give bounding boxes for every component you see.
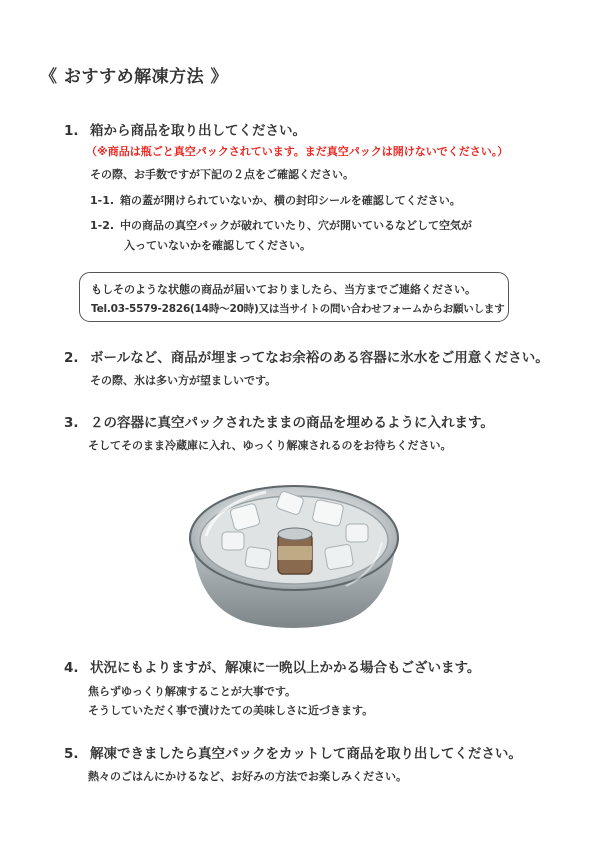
step-text: ボールなど、商品が埋まってなお余裕のある容器に氷水をご用意ください。 bbox=[90, 350, 549, 366]
step-number: 4. bbox=[64, 660, 79, 676]
step-note: その際、氷は多い方が望ましいです。 bbox=[90, 374, 277, 387]
step-text: 解凍できましたら真空パックをカットして商品を取り出してください。 bbox=[90, 746, 522, 762]
step-note: そうしていただく事で漬けたての美味しさに近づきます。 bbox=[88, 704, 374, 717]
page-title: 《 おすすめ解凍方法 》 bbox=[40, 67, 229, 87]
step-note: 焦らずゆっくり解凍することが大事です。 bbox=[88, 685, 297, 698]
check-item bbox=[90, 217, 472, 233]
step-3 bbox=[64, 411, 494, 431]
check-text: 箱の蓋が開けられていないか、横の封印シールを確認してください。 bbox=[120, 194, 461, 207]
step-number: 3. bbox=[64, 415, 79, 431]
notice-line-1: もしそのような状態の商品が届いておりましたら、当方までご連絡ください。 bbox=[91, 283, 476, 296]
contact-notice-box bbox=[79, 272, 509, 322]
check-text: 中の商品の真空パックが破れていたり、穴が開いているなどして空気が bbox=[120, 219, 472, 232]
step-number: 5. bbox=[64, 746, 79, 762]
step-note: その際、お手数ですが下記の２点をご確認ください。 bbox=[90, 168, 354, 181]
step-2 bbox=[64, 346, 549, 366]
step-number: 2. bbox=[64, 350, 79, 366]
step-5 bbox=[64, 742, 522, 762]
check-number: 1-1. bbox=[90, 194, 115, 207]
step-number: 1. bbox=[64, 123, 79, 139]
warning-text: （※商品は瓶ごと真空パックされています。まだ真空パックは開けないでください。） bbox=[86, 145, 509, 158]
step-4 bbox=[64, 656, 480, 676]
step-text: ２の容器に真空パックされたままの商品を埋めるように入れます。 bbox=[90, 415, 494, 431]
check-text-continued: 入っていないかを確認してください。 bbox=[124, 239, 311, 252]
step-note: そしてそのまま冷蔵庫に入れ、ゆっくり解凍されるのをお待ちください。 bbox=[88, 439, 452, 452]
check-item bbox=[90, 192, 461, 208]
step-note: 熱々のごはんにかけるなど、お好みの方法でお楽しみください。 bbox=[88, 770, 407, 783]
step-text: 箱から商品を取り出してください。 bbox=[90, 123, 306, 139]
check-number: 1-2. bbox=[90, 219, 115, 232]
ice-bowl-photo bbox=[186, 476, 402, 632]
step-1 bbox=[64, 119, 306, 139]
step-text: 状況にもよりますが、解凍に一晩以上かかる場合もございます。 bbox=[90, 660, 481, 676]
notice-line-2: Tel.03-5579-2826(14時～20時)又は当サイトの問い合わせフォームからお願いします bbox=[91, 303, 505, 315]
